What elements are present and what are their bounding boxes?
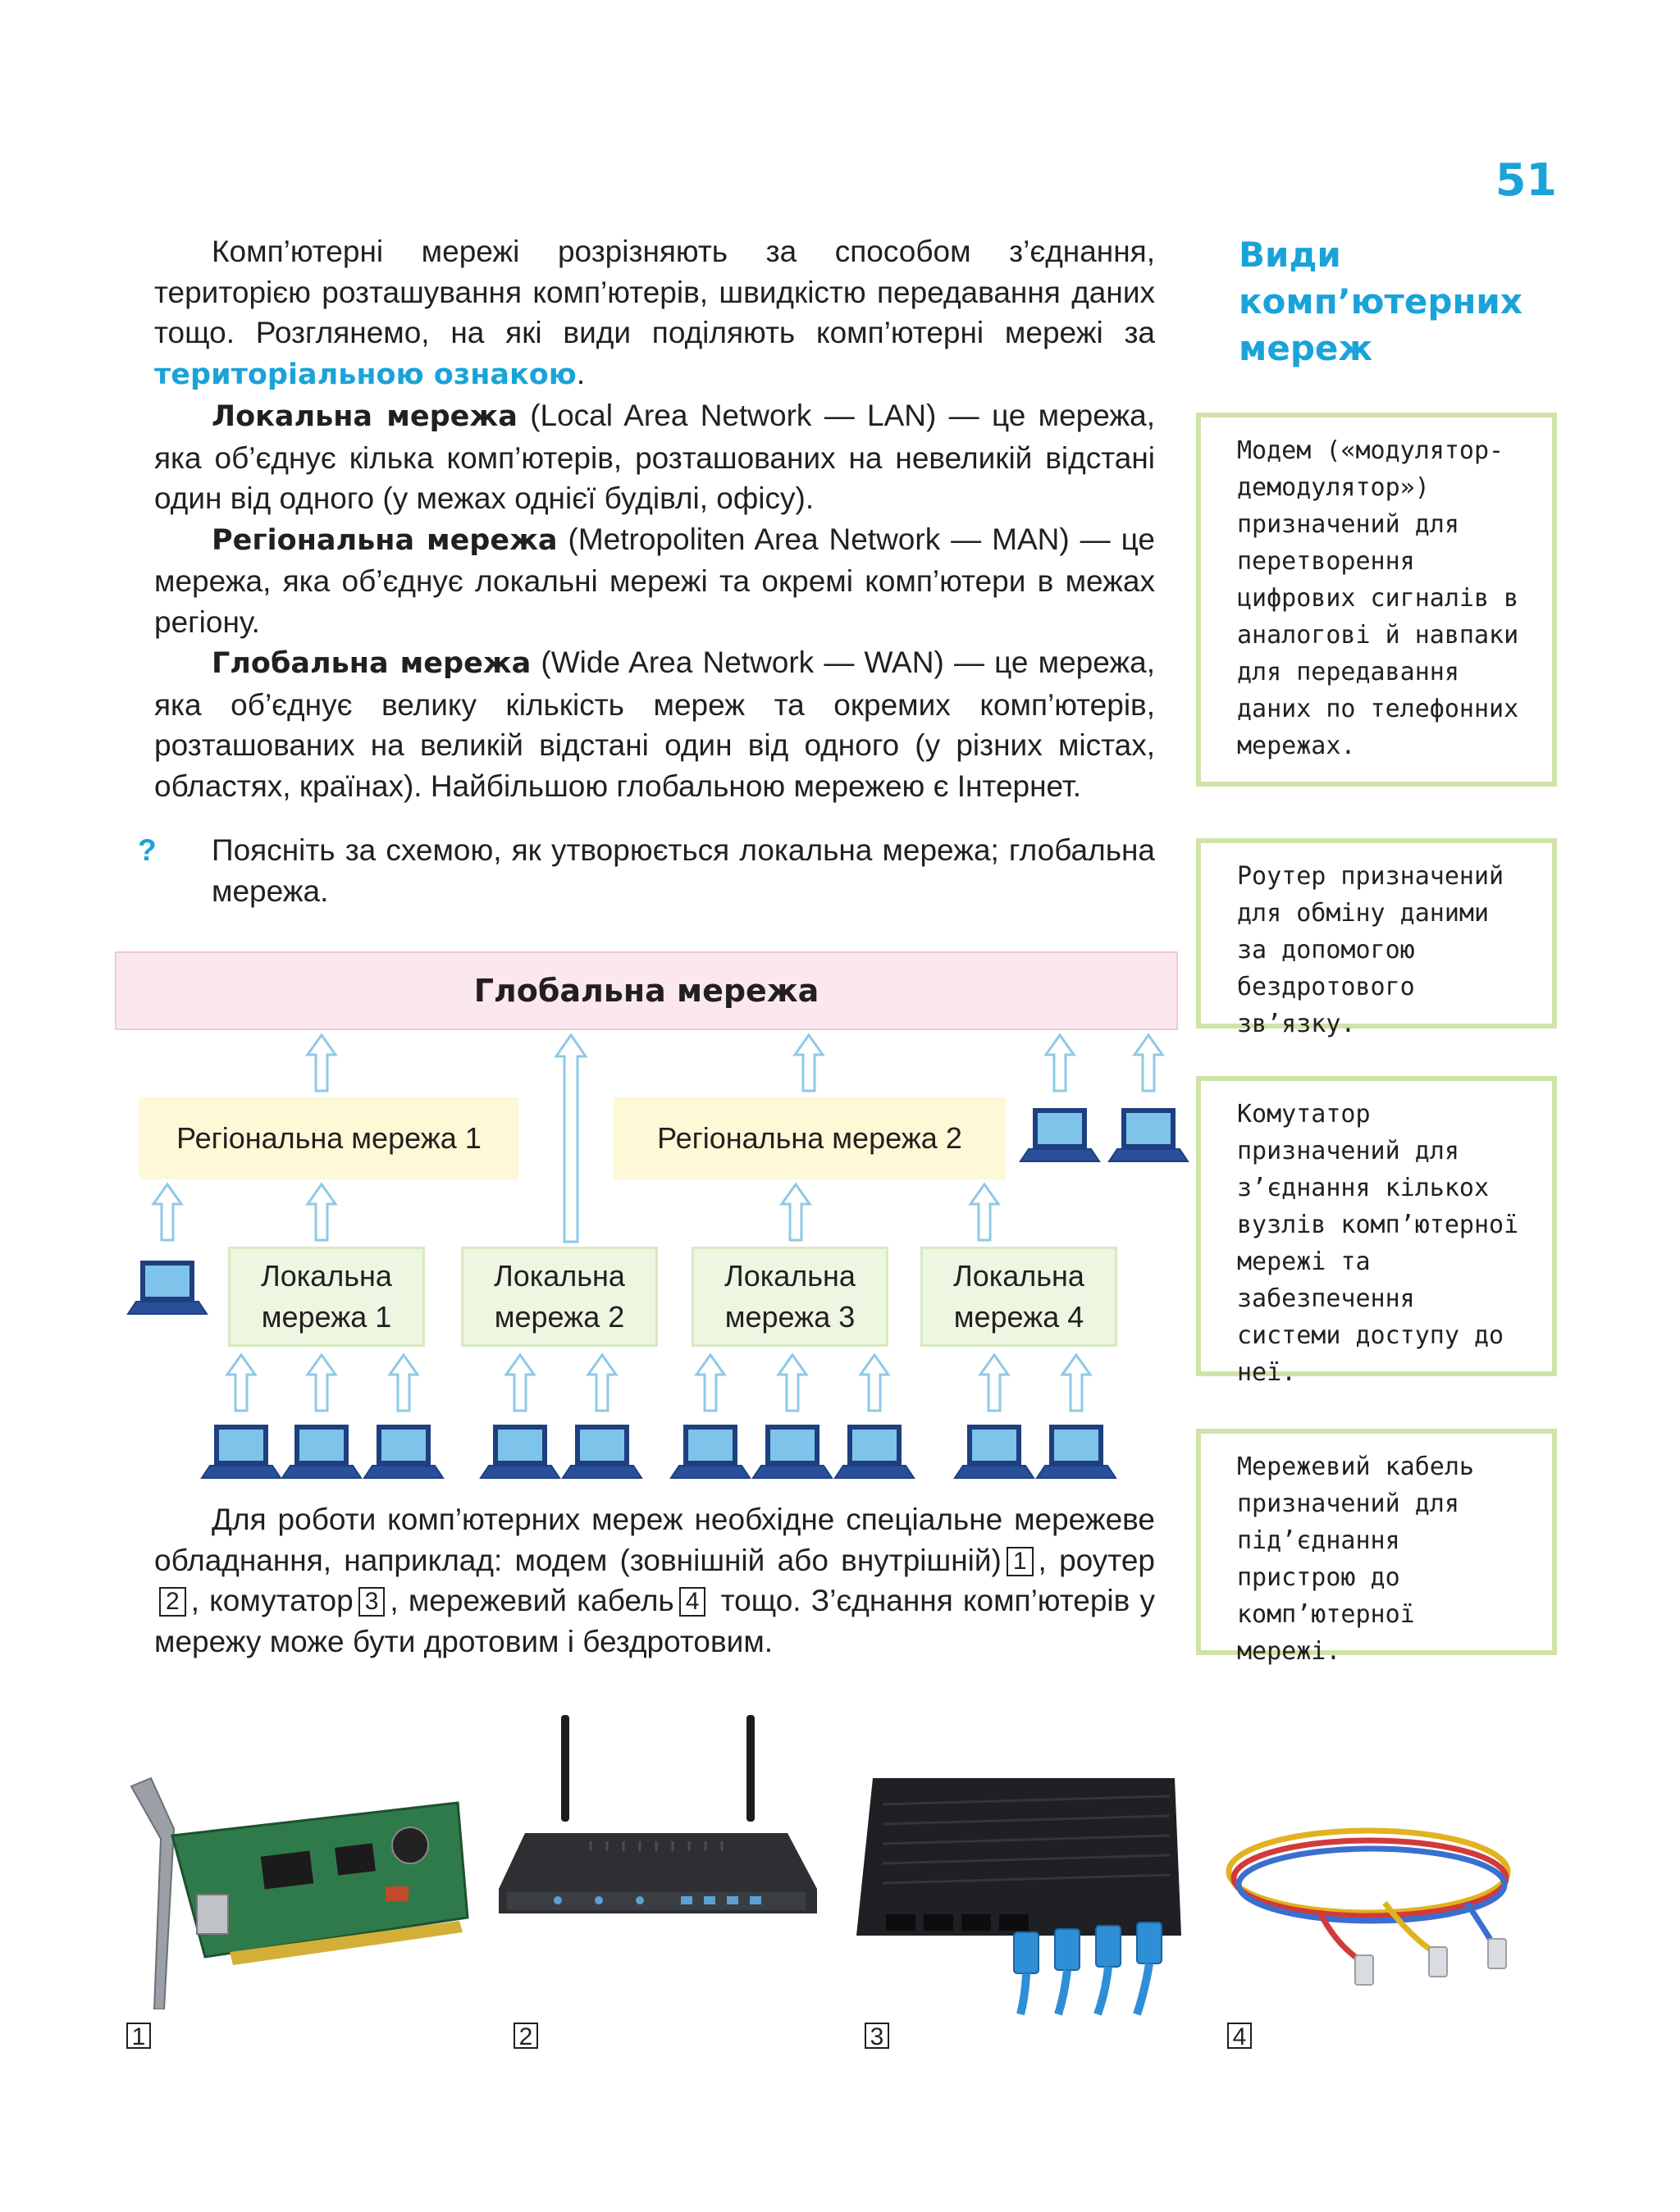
equipment-label-1: 1 [126,2023,151,2049]
term-regional: Регіональна мережа [212,523,558,557]
computer-local3-a-icon [671,1427,750,1478]
modem-card-image [115,1763,476,2009]
computer-local4-b-icon [1037,1427,1116,1478]
sidebar-box-router: Роутер призначений для обміну даними за допомогою бездротового зв’язку. [1196,838,1557,1028]
arrow-pc-to-local4-b-icon [1062,1355,1090,1411]
local-network-1-box: Локальна мережа 1 [228,1247,425,1347]
network-cable-image [1221,1804,1524,2001]
arrow-pc-a-to-global-icon [1046,1035,1074,1091]
local-network-2-box: Локальна мережа 2 [461,1247,658,1347]
question-mark-icon: ? [138,833,157,867]
page-number: 51 [1495,154,1557,206]
router-image [492,1710,820,1940]
regional-network-definition: Регіональна мережа (Metropoliten Area Network — MAN) — це мережа, яка об’єднує локальні мережі та окремі комп’ютери в межах регіону. [154,522,1155,639]
computer-local1-a-icon [202,1427,281,1478]
arrow-regional2-to-global-icon [795,1035,823,1091]
key-term-territorial: територіальною ознакою [154,358,577,391]
local-network-4-box: Локальна мережа 4 [920,1247,1117,1347]
equipment-label-3: 3 [865,2023,889,2049]
arrow-pc-to-local3-b-icon [778,1355,806,1411]
arrow-pc-to-regional1-icon [153,1184,181,1240]
arrow-pc-to-local3-c-icon [861,1355,888,1411]
ref-num-2: 2 [159,1587,186,1617]
arrow-pc-to-local1-c-icon [390,1355,418,1411]
intro-paragraph: Комп’ютерні мережі розрізняють за способом з’єднання, територією розташування комп’ютерів, швидкістю передавання даних тощо. Розглянемо, на які види поділяють комп’ютерні мережі за територіальною ознакою. [154,235,1155,391]
arrow-pc-to-local2-b-icon [588,1355,616,1411]
standalone-computer-a-icon [1020,1111,1099,1161]
arrow-pc-to-local2-a-icon [506,1355,534,1411]
arrow-pc-to-local3-a-icon [696,1355,724,1411]
ref-num-4: 4 [679,1587,706,1617]
equipment-label-2: 2 [514,2023,538,2049]
global-network-box: Глобальна мережа [115,951,1178,1030]
computer-local1-c-icon [364,1427,443,1478]
arrow-local1-to-regional1-icon [308,1184,336,1240]
sidebar-box-switch: Комутатор призначений для з’єднання кількох вузлів комп’ютерної мережі та забезпечення системи доступу до неї. [1196,1076,1557,1376]
sidebar-heading: Види комп’ютерних мереж [1239,235,1522,368]
equipment-paragraph: Для роботи комп’ютерних мереж необхідне спеціальне мережеве обладнання, наприклад: модем (зовнішній або внутрішній) 1 , роутер2 , комутатор 3 , мережевий кабель 4 тощо. З’єднання комп’ютерів у мережу може бути дротовим і бездротовим. [154,1503,1155,1658]
computer-local3-c-icon [835,1427,914,1478]
term-global: Глобальна мережа [212,647,532,680]
question-text: Поясніть за схемою, як утворюється локальна мережа; глобальна мережа. [212,833,1155,908]
local-network-3-box: Локальна мережа 3 [692,1247,888,1347]
computer-local4-a-icon [955,1427,1034,1478]
computer-local2-a-icon [481,1427,559,1478]
arrow-regional1-to-global-icon [308,1035,336,1091]
computer-local3-b-icon [753,1427,832,1478]
sidebar-box-modem: Модем («модулятор-демодулятор») призначений для перетворення цифрових сигналів в аналогові й навпаки для передавання даних по телефонних мережах. [1196,413,1557,787]
local-network-definition: Локальна мережа (Local Area Network — LAN) — це мережа, яка об’єднує кілька комп’ютерів, розташованих на невеликій відстані один від одного (у межах однієї будівлі, офісу). [154,399,1156,515]
sidebar-box-cable: Мережевий кабель призначений для під’єднання пристрою до комп’ютерної мережі. [1196,1429,1557,1655]
arrow-local2-to-global-icon [556,1035,586,1242]
ref-num-1: 1 [1007,1547,1034,1576]
arrow-pc-to-local1-b-icon [308,1355,336,1411]
arrow-pc-b-to-global-icon [1134,1035,1162,1091]
arrow-pc-to-local1-a-icon [227,1355,255,1411]
computer-local1-b-icon [282,1427,361,1478]
standalone-computer-b-icon [1109,1111,1188,1161]
ref-num-3: 3 [358,1587,386,1617]
network-switch-image [850,1772,1186,2018]
arrow-local4-to-regional2-icon [970,1184,998,1240]
equipment-label-4: 4 [1227,2023,1252,2049]
standalone-computer-c-icon [128,1263,207,1314]
global-network-definition: Глобальна мережа (Wide Area Network — WAN) — це мережа, яка об’єднує велику кількість мереж та окремих комп’ютерів, розташованих на великій відстані один від одного (у різних містах, областях, країнах). Найбільшою глобальною мережею є Інтернет. [154,645,1155,803]
regional-network-2-box: Регіональна мережа 2 [614,1097,1006,1179]
arrow-local3-to-regional2-icon [782,1184,810,1240]
arrow-pc-to-local4-a-icon [980,1355,1008,1411]
term-local: Локальна мережа [212,400,518,433]
computer-local2-b-icon [563,1427,641,1478]
regional-network-1-box: Регіональна мережа 1 [139,1097,518,1179]
equipment-text [154,1499,1155,1662]
